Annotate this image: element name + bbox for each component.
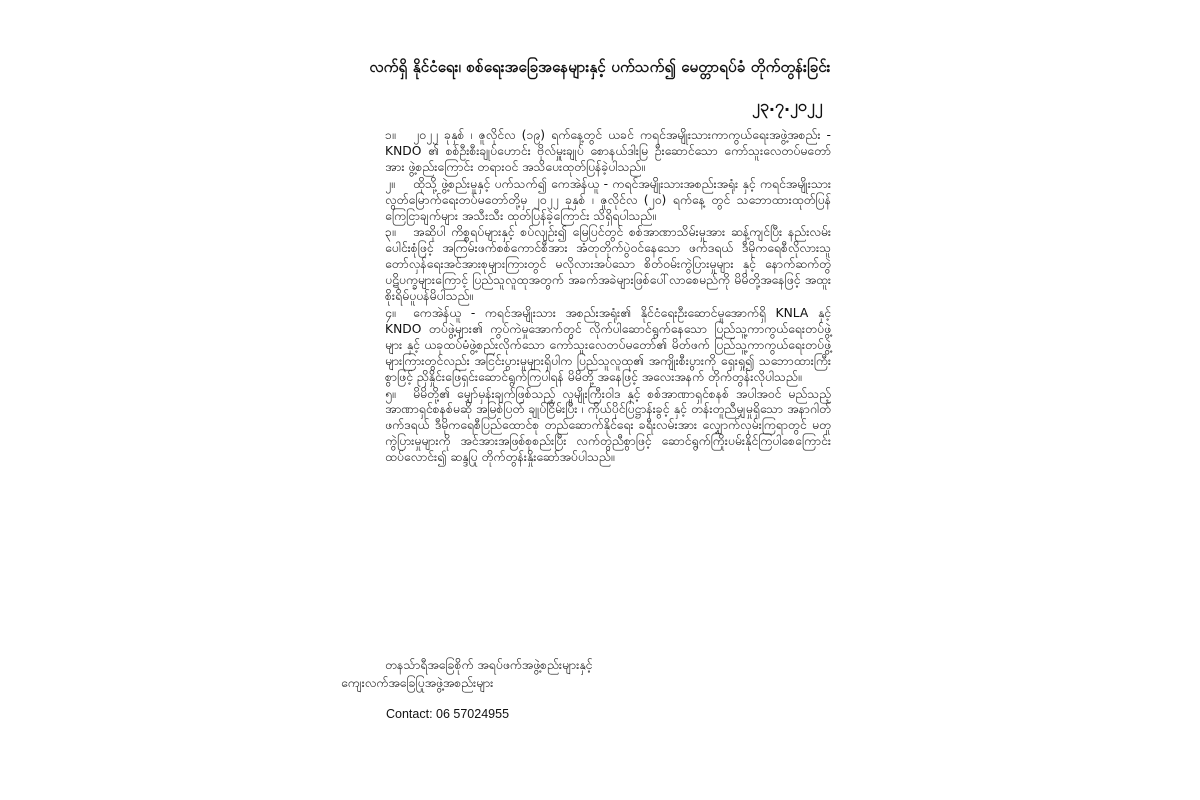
signature-line-1: တနသ်ာရီအခြေစိုက် အရပ်ဖက်အဖွဲ့စည်းများနှင့် — [385, 658, 593, 672]
signature-line-2: ကျေးလက်အခြေပြုအဖွဲ့အစည်းများ — [341, 676, 494, 690]
paragraph-3 — [385, 225, 831, 305]
document-body — [385, 128, 831, 467]
paragraph-number: ၂။ — [385, 176, 395, 191]
paragraph-text: ထိုသို့ ဖွဲ့စည်းမှုနှင့် ပက်သက်၍ ကေအဲန်ယူ - ကရင်အမျိုးသားအစည်းအရုံး နှင့် ကရင်အမျိုးသားလွတ်မြောက်ရေးတပ်မတော်တို့မှ ၂၀၂၂ ခုနှစ် ၊ ဇူလိုင်လ (၂၀) ရက်နေ့ တွင် သဘောထားထုတ်ပြန်ကြေငြာချက်များ အသီးသီး ထုတ်ပြန်ခဲ့ကြောင်း သိရှိရပါသည်။ — [385, 176, 831, 223]
paragraph-number: ၁။ — [385, 128, 396, 142]
paragraph-text: အဆိုပါ ကိစ္စရပ်များနှင့် စပ်လျဉ်း၍ မြေပြင်တွင် စစ်အာဏာသိမ်းမှုအား ဆန့်ကျင်ပြီး နည်းလမ်းပေါင်းစုံဖြင့် အကြမ်းဖက်စစ်ကောင်စီအား အံတုတိုက်ပွဲဝင်နေသော ဖက်ဒရယ် ဒီမိုကရေစီလိုလားသူ တော်လှန်ရေးအင်အားစုများကြားတွင် မလိုလားအပ်သော စိတ်ဝမ်းကွဲပြားမှုများ နှင့် နောက်ဆက်တွဲ ပဋိပက္ခများကြောင့် ပြည်သူလူထုအတွက် အခက်အခဲများဖြစ်ပေါ်လာစေမည်ကို မိမိတို့အနေဖြင့် အထူး စိုးရိမ်ပူပန်မိပါသည်။ — [385, 225, 831, 304]
signature-block — [341, 656, 831, 692]
document-title: လက်ရှိ နိုင်ငံရေး၊ စစ်ရေးအခြေအနေများနှင့် ပက်သက်၍ မေတ္တာရပ်ခံ တိုက်တွန်းခြင်း — [369, 58, 831, 76]
paragraph-number: ၄။ — [385, 305, 396, 320]
document-date: ၂၃.၇.၂၀၂၂ — [752, 96, 823, 115]
paragraph-number: ၅။ — [385, 386, 396, 401]
paragraph-number: ၃။ — [385, 225, 396, 240]
contact-info: Contact: 06 57024955 — [386, 707, 510, 721]
paragraph-text: ၂၀၂၂ ခုနှစ် ၊ ဇူလိုင်လ (၁၉) ရက်နေ့တွင် ယခင် ကရင်အမျိုးသားကာကွယ်ရေးအဖွဲ့အစည်း - KNDO ၏ စစ်ဦးစီးချုပ်ဟောင်း ဗိုလ်မှူးချုပ် စောနယ်ဒါးမြ ဦးဆောင်သော ကော်သူးလေတပ်မတော်အား ဖွဲ့စည်းကြောင်း တရားဝင် အသိပေးထုတ်ပြန်ခဲ့ပါသည်။ — [385, 128, 831, 174]
paragraph-5 — [385, 387, 831, 467]
paragraph-1 — [385, 128, 831, 176]
paragraph-2 — [385, 177, 831, 225]
paragraph-4 — [385, 306, 831, 386]
paragraph-text: မိမိတို့၏ မျှော်မှန်းချက်ဖြစ်သည့် လူမျိုးကြီးဝါဒ နှင့် စစ်အာဏာရှင်စနစ် အပါအဝင် မည်သည့်အာဏာရှင်စနစ်မဆို အမြစ်ပြတ် ချုပ်ငြိမ်းပြီး ၊ ကိုယ်ပိုင်ပြဋ္ဌာန်းခွင့် နှင့် တန်းတူညီမျှမှုရှိသော အနာဂါတ်ဖက်ဒရယ် ဒီမိုကရေစီပြည်ထောင်စု တည်ဆောက်နိုင်ရေး ခရီးလမ်းအား လျှောက်လှမ်းကြရာတွင် မတူကွဲပြားမှုများကို အင်အားအဖြစ်စုစည်းပြီး လက်တွဲညီစွာဖြင့် ဆောင်ရွက်ကြိုးပမ်းနိုင်ကြပါစေကြောင်း ထပ်လောင်း၍ ဆန္ဒပြု တိုက်တွန်းနှိုးဆော်အပ်ပါသည်။ — [385, 386, 831, 465]
paragraph-text: ကေအဲန်ယူ - ကရင်အမျိုးသား အစည်းအရုံး၏ နိုင်ငံရေးဦးဆောင်မှုအောက်ရှိ KNLA နှင့် KNDO တပ်ဖွဲ့များ၏ ကွပ်ကဲမှုအောက်တွင် လိုက်ပါဆောင်ရွက်နေသော ပြည်သူ့ကာကွယ်ရေးတပ်ဖွဲ့များ နှင့် ယခုထပ်မံဖွဲ့စည်းလိုက်သော ကော်သူးလေတပ်မတော်၏ မိတ်ဖက် ပြည်သူ့ကာကွယ်ရေးတပ်ဖွဲ့များကြားတွင်လည်း အငြင်းပွားမှုများရှိပါက ပြည်သူလူထု၏ အကျိုးစီးပွားကို ရှေးရှု၍ သဘောထားကြီးစွာဖြင့် ညှိနှိုင်းဖြေရှင်းဆောင်ရွက်ကြပါရန် မိမိတို့ အနေဖြင့် အလေးအနက် တိုက်တွန်းလိုပါသည်။ — [385, 305, 831, 384]
